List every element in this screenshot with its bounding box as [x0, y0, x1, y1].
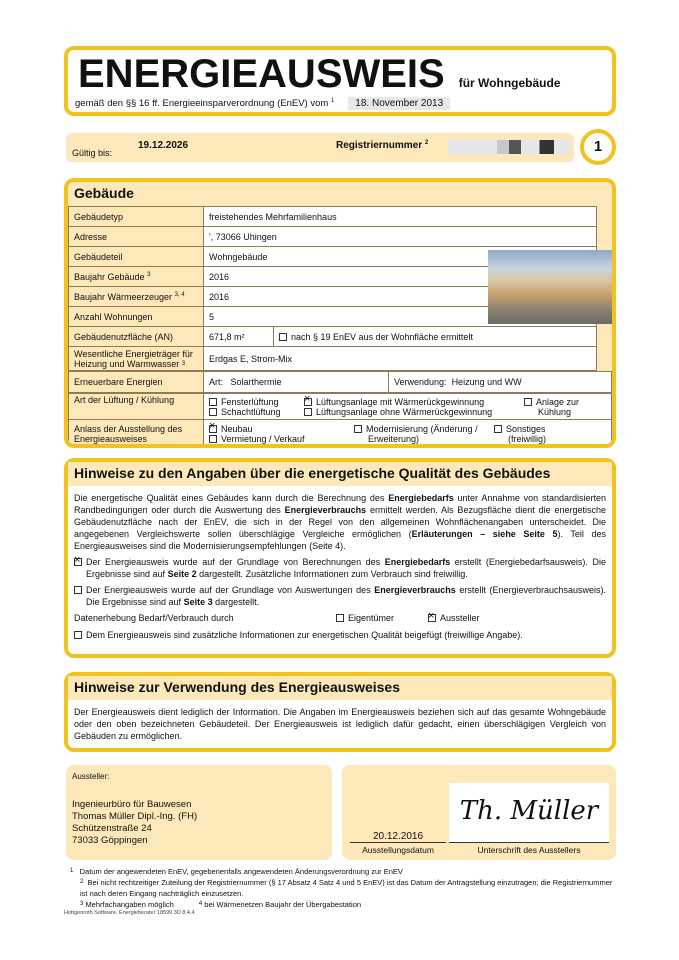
building-table-options — [68, 393, 612, 448]
option-label: Dem Energieausweis sind zusätzliche Informationen zur energetischen Qualität beigefügt (freiwillige Angabe). — [86, 630, 523, 640]
option-label: Aussteller — [440, 613, 480, 623]
text: dargestellt. Zusätzliche Informationen zum Verbrauch sind freiwillig. — [196, 569, 468, 579]
renewable-type — [204, 372, 389, 393]
consumption-option — [68, 584, 612, 608]
label — [69, 347, 204, 371]
footnotes — [70, 866, 615, 910]
signature: Th. Müller — [449, 783, 609, 843]
label: Adresse — [69, 227, 204, 247]
label-text: Baujahr Wärmeerzeuger — [74, 291, 173, 302]
checkbox[interactable] — [524, 398, 532, 406]
checkbox[interactable] — [209, 435, 217, 443]
text: erstellt (Energiebedarfsausweis). Die Ergebnisse sind auf — [86, 557, 606, 579]
address-line: Ingenieurbüro für Bauwesen — [72, 799, 192, 810]
address-value: ', 73066 Uhingen — [204, 227, 597, 247]
text: ). Teil des Energieausweises sind die Modernisierungsempfehlungen (Seite 4). — [74, 529, 606, 551]
regulation-date: 18. November 2013 — [348, 97, 450, 110]
footnote-text: Mehrfachangaben möglich — [85, 900, 174, 909]
value: Wohngebäude — [204, 247, 597, 267]
text-bold: Seite 2 — [167, 569, 197, 579]
footnote-text: Bei nicht rechtzeitiger Zuteilung der Registriernummer (§ 17 Absatz 4 Satz 4 und 5 EnEV) ist das Datum der Antragstellung einzutragen; die Registriernummer ist nach deren Eingang nachträglich einzusetzen. — [80, 878, 613, 898]
quality-notes-section — [64, 458, 616, 658]
text-bold: Seite 3 — [183, 597, 213, 607]
checkbox[interactable] — [336, 614, 344, 622]
owner-option — [336, 612, 394, 624]
regulation-label: gemäß den §§ 16 ff. Energieeinsparverordnung (EnEV) vom — [75, 98, 329, 109]
footnote-ref: 3 — [147, 271, 151, 278]
footnote-2: $^2$ Bei nicht rechtzeitiger Zuteilung der Registriernummer (§ 17 Absatz 4 Satz 4 und 5 EnEV) ist das Datum der Antragstellung einzutragen; die Registriernummer ist nach deren Eingang nachträglich einzusetzen. — [80, 878, 613, 898]
text-bold: Energiebedarfs — [388, 493, 454, 503]
option-label: Anlage zur Kühlung — [536, 396, 580, 417]
text-bold: Energiebedarfs — [384, 557, 451, 567]
label-text: Baujahr Gebäude — [74, 271, 145, 282]
label: Anlass der Ausstellung des Energieausweises — [69, 420, 204, 449]
footnotes-3-4: $^3$ Mehrfachangaben möglich $^4$ bei Wärmenetzen Baujahr der Übergabestation — [80, 900, 362, 909]
section-title: Hinweise zu den Angaben über die energetische Qualität des Gebäudes — [68, 462, 612, 486]
software-credit: Hottgenroth Software, Energieberater 18599 3D 8.4.4 — [64, 910, 195, 916]
valid-until-label: Gültig bis: — [72, 148, 113, 158]
label: Erneuerbare Energien — [69, 372, 204, 393]
value: freistehendes Mehrfamilienhaus — [204, 207, 597, 227]
issuer-box — [66, 765, 332, 860]
option-label: Schachtlüftung — [221, 406, 281, 417]
checkbox[interactable] — [209, 398, 217, 406]
footnote-text: bei Wärmenetzen Baujahr der Übergabestation — [204, 900, 362, 909]
checkbox[interactable] — [74, 631, 82, 639]
text: erstellt (Energieverbrauchsausweis). Die Ergebnisse sind auf — [86, 585, 607, 607]
footnote-ref: 2 — [424, 140, 429, 146]
option-label: Neubau — [221, 424, 253, 434]
title-row — [78, 52, 561, 96]
ventilation-options — [204, 394, 612, 420]
building-photo — [488, 250, 612, 324]
footnote-ref: 1 — [330, 98, 335, 104]
issue-date-label: Ausstellungsdatum — [362, 845, 434, 855]
footnote-ref: 3 — [181, 360, 186, 367]
label: Gebäudeteil — [69, 247, 204, 267]
demand-option — [68, 556, 612, 580]
issuer-option — [428, 612, 480, 624]
field-label: Art: — [209, 377, 224, 387]
option-label: Modernisierung (Änderung / Erweiterung) — [366, 424, 478, 444]
registration-number-redacted — [448, 140, 570, 154]
field-value: Heizung und WW — [451, 377, 522, 387]
page-number-badge: 1 — [580, 129, 616, 165]
document-title: ENERGIEAUSWEIS — [78, 52, 445, 96]
signature-box — [342, 765, 616, 860]
footnote-1: $^1$ Datum der angewendeten EnEV, gegebenenfalls angewendeten Änderungsverordnung zur EnEV — [70, 867, 403, 876]
option-label: Fensterlüftung — [221, 396, 279, 407]
issuer-label: Aussteller: — [72, 772, 110, 781]
footnote-text: Datum der angewendeten EnEV, gegebenenfalls angewendeten Änderungsverordnung zur EnEV — [79, 867, 403, 876]
section-title: Hinweise zur Verwendung des Energieausweises — [68, 676, 612, 700]
checkbox-checked[interactable] — [428, 614, 436, 622]
extra-info-option — [68, 629, 612, 641]
option-label: Eigentümer — [348, 613, 395, 623]
field-value: Solarthermie — [230, 377, 282, 387]
option-label: Sonstiges (freiwillig) — [506, 424, 546, 444]
label — [69, 267, 204, 287]
address-line: 73033 Göppingen — [72, 835, 148, 846]
building-table-lower — [68, 371, 612, 393]
renewable-use — [389, 372, 612, 393]
registration-label — [336, 140, 428, 151]
value: 671,8 m² — [204, 327, 274, 347]
registration-label-text: Registriernummer — [336, 140, 423, 151]
value: 2016 — [204, 267, 597, 287]
regulation-text — [75, 98, 334, 109]
address-line: Schützenstraße 24 — [72, 823, 152, 834]
label: Anzahl Wohnungen — [69, 307, 204, 327]
text: ermittelt werden. Als Bezugsfläche dient die energetische Gebäudenutzfläche nach der EnEV, die sich in der Regel von den allgemeinen Wohnflächenangaben unterscheidet. Die angegebenen Vergleichswerte sollen überschlägige Vergleiche ermöglichen ( — [74, 505, 606, 539]
option-label: nach § 19 EnEV aus der Wohnfläche ermittelt — [291, 331, 473, 342]
label-text: Wesentliche Energieträger für Heizung und Warmwasser — [74, 348, 193, 369]
checkbox[interactable] — [74, 586, 82, 594]
option-label: Lüftungsanlage mit Wärmerückgewinnung — [316, 396, 485, 407]
text: Die energetische Qualität eines Gebäudes kann durch die Berechnung des — [74, 493, 389, 503]
checkbox[interactable] — [279, 333, 287, 341]
validity-bar — [66, 133, 574, 162]
field-label: Verwendung: — [394, 377, 447, 387]
text: unter Annahme von standardisierten Randbedingungen oder durch die Auswertung des — [74, 493, 607, 515]
data-collection-row — [68, 612, 612, 626]
label: Gebäudetyp — [69, 207, 204, 227]
valid-until-date: 19.12.2026 — [138, 140, 189, 151]
building-section — [64, 178, 616, 448]
issue-date: 20.12.2016 — [350, 831, 446, 843]
text-bold: Energieverbrauchs — [284, 505, 367, 515]
text: dargestellt. — [212, 597, 260, 607]
address-line: Thomas Müller Dipl.-Ing. (FH) — [72, 811, 198, 822]
checkbox-checked[interactable] — [209, 425, 217, 433]
occasion-options — [204, 420, 612, 449]
checkbox[interactable] — [494, 425, 502, 433]
checkbox-checked[interactable] — [304, 398, 312, 406]
checkbox-checked[interactable] — [74, 558, 82, 566]
label: Art der Lüftung / Kühlung — [69, 394, 204, 420]
label — [69, 287, 204, 307]
footnote-ref: 3, 4 — [174, 291, 185, 298]
text: Der Energieausweis wurde auf der Grundlage von Auswertungen des — [86, 585, 375, 595]
area-option — [274, 327, 597, 347]
value: 2016 — [204, 287, 597, 307]
option-label: Vermietung / Verkauf — [221, 434, 305, 444]
document-subtitle: für Wohngebäude — [458, 76, 561, 90]
label: Gebäudenutzfläche (AN) — [69, 327, 204, 347]
checkbox[interactable] — [354, 425, 362, 433]
label: Datenerhebung Bedarf/Verbrauch durch — [74, 613, 234, 623]
title-box — [64, 46, 616, 116]
regulation-row — [75, 97, 450, 110]
checkbox[interactable] — [209, 408, 217, 416]
usage-notes-section — [64, 672, 616, 752]
section-title: Gebäude — [68, 182, 612, 206]
signature-label: Unterschrift des Ausstellers — [477, 845, 581, 855]
usage-text: Der Energieausweis dient lediglich der Information. Die Angaben im Energieausweis beziehen sich auf das gesamte Wohngebäude oder den oben bezeichneten Gebäudeteil. Der Energieausweis ist lediglich dafür gedacht, einen überschlägigen Vergleich von Gebäuden zu ermöglichen. — [74, 707, 606, 741]
issuer-address — [72, 799, 197, 847]
value: Erdgas E, Strom-Mix — [204, 347, 597, 371]
text: Der Energieausweis wurde auf der Grundlage von Berechnungen des — [86, 557, 385, 567]
value: 5 — [204, 307, 597, 327]
option-label: Lüftungsanlage ohne Wärmerückgewinnung — [316, 406, 493, 417]
checkbox[interactable] — [304, 408, 312, 416]
notes-paragraph — [68, 492, 612, 552]
text-bold: Erläuterungen – siehe Seite 5 — [411, 529, 558, 539]
text-bold: Energieverbrauchs — [374, 585, 456, 595]
